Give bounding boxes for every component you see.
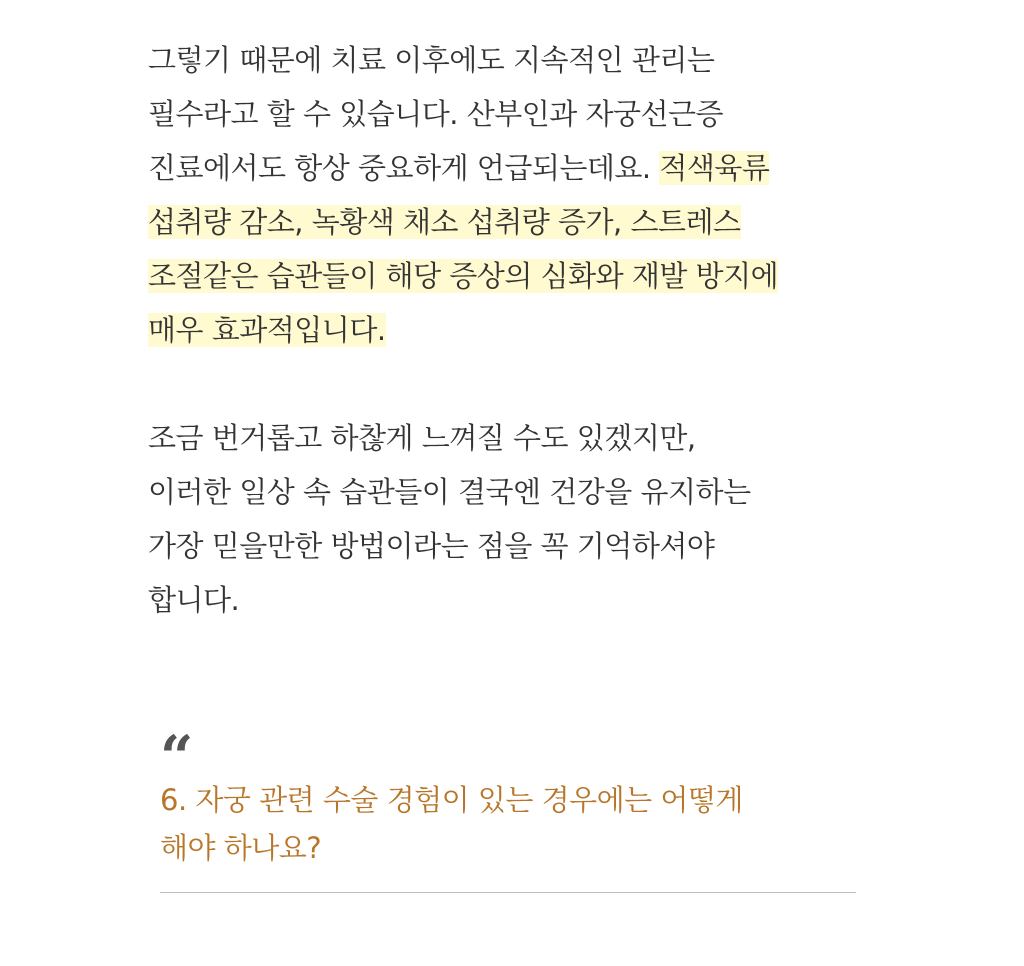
highlighted-text: 섭취량 감소, 녹황색 채소 섭취량 증가, 스트레스 xyxy=(148,205,741,239)
text-segment: 조금 번거롭고 하찮게 느껴질 수도 있겠지만, xyxy=(148,421,696,455)
highlighted-text: 적색육류 xyxy=(659,151,770,185)
quote-mark-icon: “ xyxy=(160,728,194,768)
text-line xyxy=(148,519,848,573)
text-segment: 필수라고 할 수 있습니다. 산부인과 자궁선근증 xyxy=(148,97,724,131)
text-segment: 그렇기 때문에 치료 이후에도 지속적인 관리는 xyxy=(148,43,715,77)
text-line xyxy=(148,33,848,87)
section-divider xyxy=(160,892,856,893)
text-segment: 합니다. xyxy=(148,583,240,617)
text-line xyxy=(148,249,848,303)
text-line xyxy=(148,411,848,465)
highlighted-text: 조절같은 습관들이 해당 증상의 심화와 재발 방지에 xyxy=(148,259,779,293)
text-segment: 진료에서도 항상 중요하게 언급되는데요. xyxy=(148,151,660,185)
text-segment: 이러한 일상 속 습관들이 결국엔 건강을 유지하는 xyxy=(148,475,751,509)
text-line xyxy=(148,195,848,249)
section-title-line: 6. 자궁 관련 수술 경험이 있는 경우에는 어떻게 xyxy=(160,783,743,817)
text-line xyxy=(148,87,848,141)
text-segment: 가장 믿을만한 방법이라는 점을 꼭 기억하셔야 xyxy=(148,529,715,563)
text-line xyxy=(148,141,848,195)
text-line xyxy=(148,303,848,357)
section-quote-heading xyxy=(160,728,856,893)
text-line xyxy=(148,465,848,519)
section-title xyxy=(160,776,856,872)
article-body xyxy=(148,33,848,627)
highlighted-text: 매우 효과적입니다. xyxy=(148,313,386,347)
paragraph-habits xyxy=(148,411,848,627)
paragraph-maintenance xyxy=(148,33,848,357)
text-line xyxy=(148,573,848,627)
section-title-line: 해야 하나요? xyxy=(160,831,322,865)
